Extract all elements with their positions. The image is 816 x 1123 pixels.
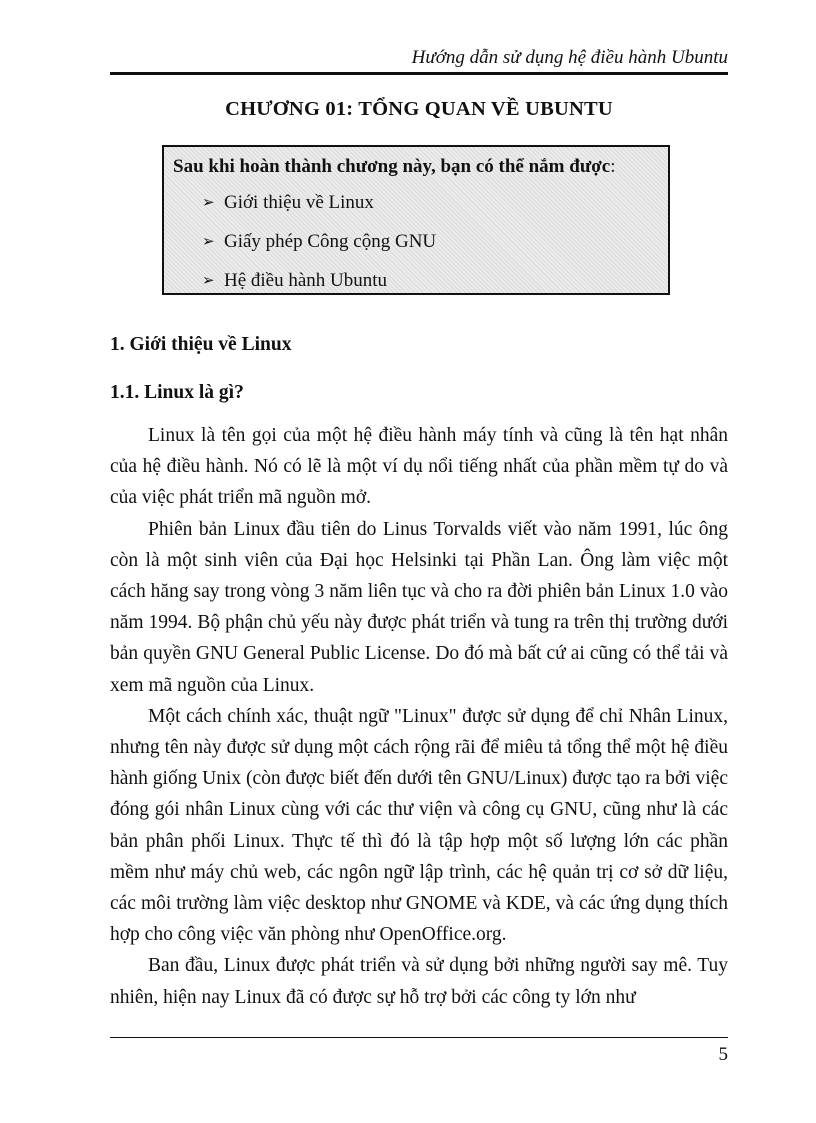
objective-item <box>202 191 436 230</box>
paragraph: Linux là tên gọi của một hệ điều hành máy tính và cũng là tên hạt nhân của hệ điều hành. Nó có lẽ là một ví dụ nổi tiếng nhất của phần mềm tự do và của việc phát triển mã nguồn mở. <box>110 425 728 509</box>
objective-item-label: Giới thiệu về Linux <box>224 192 374 213</box>
objectives-intro <box>173 155 615 179</box>
chapter-objectives-box <box>162 145 670 295</box>
objective-item-label: Hệ điều hành Ubuntu <box>224 270 388 291</box>
body-text <box>110 420 728 1013</box>
objective-item <box>202 230 436 269</box>
objectives-list <box>202 191 436 308</box>
header-rule <box>110 72 728 75</box>
arrow-bullet-icon: ➢ <box>202 234 215 250</box>
section-heading-1-1: 1.1. Linux là gì? <box>110 382 244 403</box>
objective-item <box>202 269 436 308</box>
objectives-intro-colon: : <box>610 156 616 177</box>
objective-item-label: Giấy phép Công cộng GNU <box>224 231 437 252</box>
footer-rule <box>110 1037 728 1038</box>
running-header: Hướng dẫn sử dụng hệ điều hành Ubuntu <box>411 47 728 68</box>
chapter-title: CHƯƠNG 01: TỔNG QUAN VỀ UBUNTU <box>225 98 613 120</box>
arrow-bullet-icon: ➢ <box>202 273 215 289</box>
section-heading-1: 1. Giới thiệu về Linux <box>110 334 292 355</box>
arrow-bullet-icon: ➢ <box>202 195 215 211</box>
paragraph: Phiên bản Linux đầu tiên do Linus Torvalds viết vào năm 1991, lúc ông còn là một sinh viên của Đại học Helsinki tại Phần Lan. Ông làm việc một cách hăng say trong vòng 3 năm liên tục và cho ra đời phiên bản Linux 1.0 vào năm 1994. Bộ phận chủ yếu này được phát triển và tung ra trên thị trường dưới bản quyền GNU General Public License. Do đó mà bất cứ ai cũng có thể tải và xem mã nguồn của Linux. <box>110 518 728 696</box>
paragraph: Ban đầu, Linux được phát triển và sử dụng bởi những người say mê. Tuy nhiên, hiện nay Linux đã có được sự hỗ trợ bởi các công ty lớn như <box>110 955 728 1008</box>
objectives-intro-text: Sau khi hoàn thành chương này, bạn có thể nắm được <box>173 156 611 177</box>
paragraph: Một cách chính xác, thuật ngữ "Linux" được sử dụng để chỉ Nhân Linux, nhưng tên này được sử dụng một cách rộng rãi để miêu tả tổng thể một hệ điều hành giống Unix (còn được biết đến dưới tên GNU/Linux) được tạo ra bởi việc đóng gói nhân Linux cùng với các thư viện và công cụ GNU, cũng như là các bản phân phối Linux. Thực tế thì đó là tập hợp một số lượng lớn các phần mềm như máy chủ web, các ngôn ngữ lập trình, các hệ quản trị cơ sở dữ liệu, các môi trường làm việc desktop như GNOME và KDE, và các ứng dụng thích hợp cho công việc văn phòng như OpenOffice.org. <box>110 705 728 946</box>
page-number: 5 <box>718 1044 728 1065</box>
